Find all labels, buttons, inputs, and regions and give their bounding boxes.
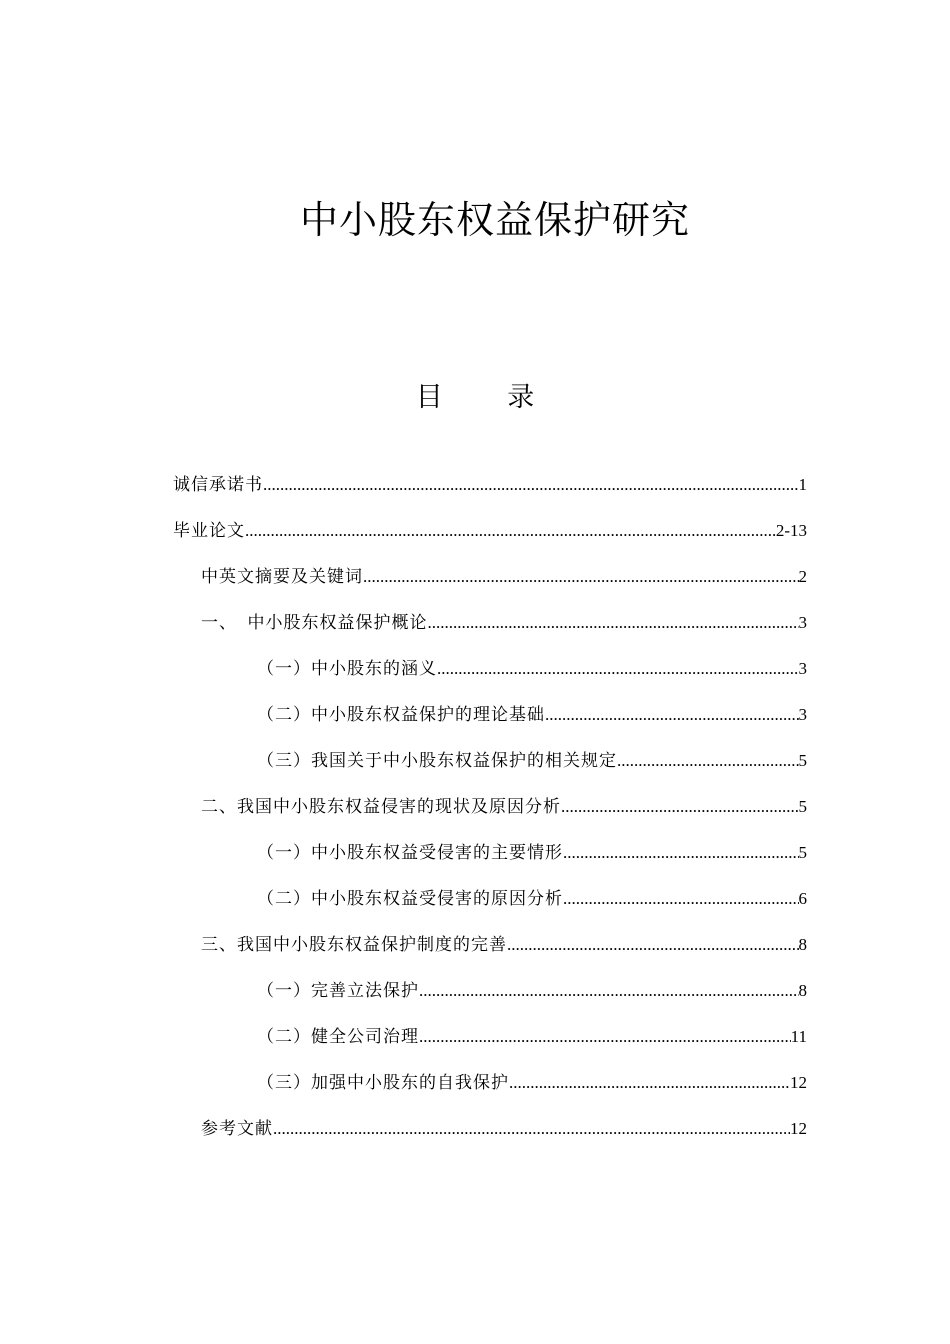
toc-page-number: 11 [790,1027,807,1046]
toc-entry-thesis[interactable] [173,519,807,543]
toc-entry-label: （一）中小股东的涵义 [257,659,437,678]
toc-page-number: 5 [798,751,807,770]
toc-entry-label: （二）健全公司治理 [257,1027,419,1046]
toc-leader-dots [509,1071,790,1095]
toc-entry-label: （三）我国关于中小股东权益保护的相关规定 [257,751,617,770]
toc-entry-chapter-1[interactable] [201,611,807,635]
toc-entry-3-2[interactable] [257,1025,807,1049]
toc-entry-label: （二）中小股东权益受侵害的原因分析 [257,889,563,908]
toc-page-number: 3 [798,659,807,678]
toc-entry-chapter-2[interactable] [201,795,807,819]
toc-page-number: 2 [798,567,807,586]
toc-page-number: 8 [798,935,807,954]
toc-leader-dots [561,795,799,819]
toc-leader-dots [563,887,799,911]
toc-entry-integrity-pledge[interactable] [173,473,807,497]
toc-page-number: 6 [798,889,807,908]
toc-page-number: 3 [798,613,807,632]
toc-entry-label: 中英文摘要及关键词 [201,567,363,586]
toc-leader-dots [245,519,776,543]
toc-leader-dots [419,1025,791,1049]
toc-leader-dots [617,749,799,773]
toc-entry-2-2[interactable] [257,887,807,911]
toc-heading: 目 录 [415,382,563,413]
toc-page-number: 2-13 [775,521,807,540]
toc-page-number: 12 [790,1073,807,1092]
toc-entry-3-3[interactable] [257,1071,807,1095]
toc-leader-dots [419,979,799,1003]
toc-page-number: 1 [798,475,807,494]
toc-entry-abstract[interactable] [201,565,807,589]
toc-entry-references[interactable] [201,1117,807,1141]
toc-leader-dots [545,703,799,727]
toc-entry-label: （三）加强中小股东的自我保护 [257,1073,509,1092]
toc-entry-label: 参考文献 [201,1119,273,1138]
toc-entry-label: （二）中小股东权益保护的理论基础 [257,705,545,724]
toc-entry-label: 一、 中小股东权益保护概论 [201,613,428,632]
toc-page-number: 8 [798,981,807,1000]
document-title: 中小股东权益保护研究 [299,198,690,242]
toc-leader-dots [263,473,799,497]
toc-entry-label: （一）完善立法保护 [257,981,419,1000]
toc-page-number: 5 [798,797,807,816]
toc-page-number: 3 [798,705,807,724]
toc-leader-dots [437,657,799,681]
toc-entry-chapter-3[interactable] [201,933,807,957]
toc-entry-3-1[interactable] [257,979,807,1003]
toc-leader-dots [563,841,799,865]
toc-entry-label: 毕业论文 [173,521,245,540]
toc-entry-label: 二、我国中小股东权益侵害的现状及原因分析 [201,797,561,816]
toc-page-number: 12 [790,1119,807,1138]
toc-leader-dots [428,611,799,635]
toc-page-number: 5 [798,843,807,862]
toc-entry-label: （一）中小股东权益受侵害的主要情形 [257,843,563,862]
toc-entry-1-2[interactable] [257,703,807,727]
toc-leader-dots [363,565,799,589]
toc-entry-1-1[interactable] [257,657,807,681]
toc-entry-1-3[interactable] [257,749,807,773]
toc-entry-label: 三、我国中小股东权益保护制度的完善 [201,935,507,954]
toc-entry-label: 诚信承诺书 [173,475,263,494]
toc-leader-dots [273,1117,790,1141]
toc-leader-dots [507,933,799,957]
toc-entry-2-1[interactable] [257,841,807,865]
